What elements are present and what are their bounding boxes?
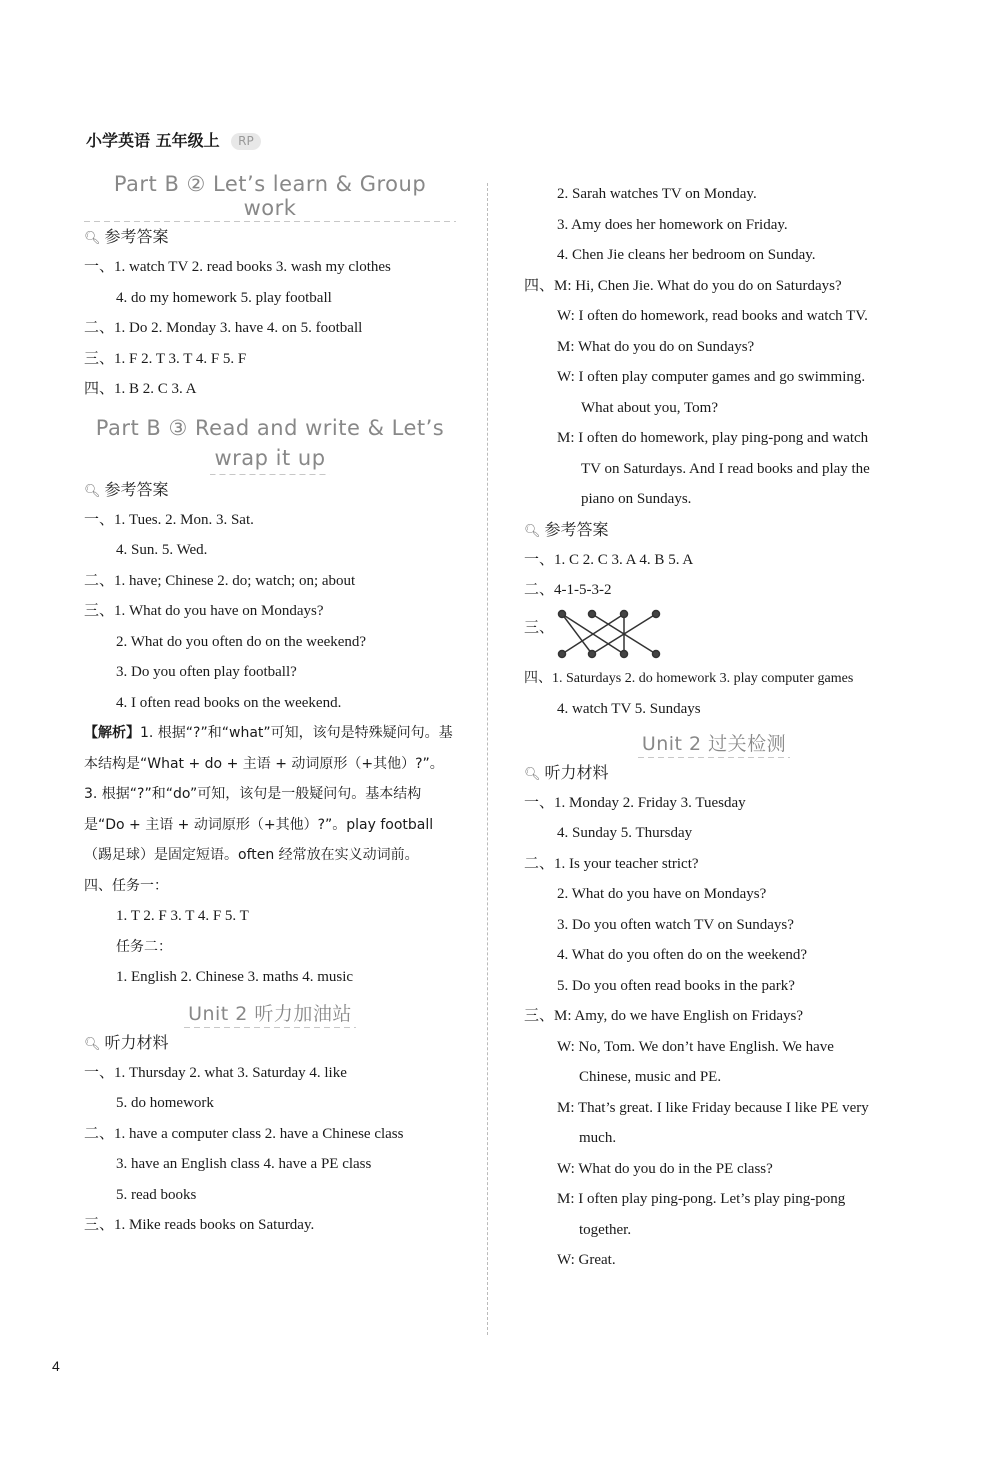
answer-line: 4. do my homework 5. play football (116, 289, 332, 306)
answer-line: 4. Chen Jie cleans her bedroom on Sunday. (557, 247, 816, 263)
match-dot (621, 610, 628, 617)
dialog-line: W: Great. (557, 1252, 616, 1268)
answer-line: 3. Amy does her homework on Friday. (557, 216, 788, 233)
section-title-part-b2: Part B ② Let’s learn & Group work (84, 172, 456, 222)
dialog-line: TV on Saturdays. And I read books and play the (581, 460, 870, 477)
match-line (562, 614, 592, 654)
matching-label: 三、 (524, 619, 555, 636)
section-title-listening-station: Unit 2 听力加油站 (84, 999, 456, 1028)
answer-line: 二、1. have; Chinese 2. do; watch; on; about (84, 572, 356, 589)
match-dot (589, 650, 596, 657)
answer-line: 二、1. have a computer class 2. have a Chinese class (84, 1125, 404, 1142)
page-number: 4 (52, 1358, 60, 1374)
matching-lines-figure (554, 606, 664, 662)
answer-line: 二、4-1-5-3-2 (524, 582, 612, 598)
answer-line: 四、1. Saturdays 2. do homework 3. play computer games (524, 670, 854, 686)
answer-line: 3. Do you often play football? (116, 664, 297, 680)
answer-line: 4. Sun. 5. Wed. (116, 542, 208, 558)
dialog-line: 四、M: Hi, Chen Jie. What do you do on Saturdays? (524, 277, 842, 294)
match-dot (559, 610, 566, 617)
answer-line: 四、1. B 2. C 3. A (84, 381, 197, 397)
right-column (524, 179, 904, 1276)
answers-subhead: 🔍︎ 参考答案 (524, 515, 904, 545)
match-dot (589, 610, 596, 617)
dialog-line: M: That’s great. I like Friday because I like PE very (557, 1099, 869, 1116)
answer-line: 任务二： (116, 938, 172, 955)
edition-badge: RP (231, 133, 261, 150)
answer-line: 一、1. watch TV 2. read books 3. wash my clothes (84, 259, 391, 275)
dialog-line: W: No, Tom. We don’t have English. We have (557, 1038, 834, 1055)
match-dot (653, 610, 660, 617)
answer-line: 1. English 2. Chinese 3. maths 4. music (116, 969, 354, 985)
answer-line: 4. Sunday 5. Thursday (557, 825, 693, 841)
answer-line: 3. have an English class 4. have a PE class (116, 1156, 372, 1172)
dialog-line: What about you, Tom? (581, 399, 718, 416)
answer-line: 2. Sarah watches TV on Monday. (557, 186, 757, 202)
answer-line: 1. T 2. F 3. T 4. F 5. T (116, 908, 249, 924)
analysis-label: 【解析】 (84, 725, 140, 741)
answer-line: 5. read books (116, 1186, 197, 1203)
dialog-line: W: What do you do in the PE class? (557, 1160, 773, 1177)
answer-line: 3. Do you often watch TV on Sundays? (557, 916, 794, 933)
dialog-line: 三、M: Amy, do we have English on Fridays? (524, 1008, 804, 1024)
listening-subhead: 🔍︎ 听力材料 (84, 1028, 456, 1058)
magnifier-icon: 🔍︎ (84, 1036, 101, 1052)
dialog-line: W: I often play computer games and go swimming. (557, 369, 866, 385)
magnifier-icon: 🔍︎ (84, 231, 101, 246)
answer-line: 4. watch TV 5. Sundays (557, 701, 701, 717)
dialog-line: piano on Sundays. (581, 491, 692, 507)
answer-line: 2. What do you have on Mondays? (557, 886, 767, 902)
match-dot (653, 650, 660, 657)
magnifier-icon: 🔍︎ (84, 483, 101, 499)
analysis-paragraph: 3. 根据“?”和“do”可知，该句是一般疑问句。基本结构是“Do + 主语 + 动词原形（+其他）?”。play football（踢足球）是固定短语。often 经常放在实义动词前。 (84, 786, 434, 863)
book-title: 小学英语 五年级上 (86, 131, 220, 150)
listening-subhead: 🔍︎ 听力材料 (524, 758, 904, 788)
answer-line: 三、1. What do you have on Mondays? (84, 603, 324, 619)
answer-line: 5. do homework (116, 1095, 214, 1111)
analysis-paragraph: 【解析】1. 根据“?”和“what”可知，该句是特殊疑问句。基本结构是“What + do + 主语 + 动词原形（+其他）?”。 (84, 725, 453, 772)
magnifier-icon: 🔍︎ (524, 766, 541, 782)
answer-line: 一、1. Monday 2. Friday 3. Tuesday (524, 794, 746, 811)
matching-answer (524, 606, 904, 664)
left-column (84, 172, 456, 1241)
answer-line: 2. What do you often do on the weekend? (116, 633, 367, 650)
match-dot (559, 650, 566, 657)
dialog-line: M: I often play ping-pong. Let’s play ping-pong (557, 1191, 846, 1207)
answer-line: 二、1. Do 2. Monday 3. have 4. on 5. football (84, 320, 363, 336)
answer-line: 一、1. Thursday 2. what 3. Saturday 4. like (84, 1064, 347, 1081)
answer-line: 三、1. F 2. T 3. T 4. F 5. F (84, 350, 247, 367)
answer-line: 5. Do you often read books in the park? (557, 977, 795, 994)
dialog-line: W: I often do homework, read books and watch TV. (557, 308, 868, 324)
answer-line: 一、1. Tues. 2. Mon. 3. Sat. (84, 511, 254, 528)
answer-line: 一、1. C 2. C 3. A 4. B 5. A (524, 551, 694, 568)
answer-line: 4. I often read books on the weekend. (116, 694, 342, 711)
section-title-unit-test: Unit 2 过关检测 (524, 729, 904, 758)
answers-subhead: 🔍︎ 参考答案 (84, 222, 456, 252)
dialog-line: together. (579, 1221, 632, 1238)
column-divider (487, 183, 488, 1335)
dialog-line: much. (579, 1130, 617, 1146)
magnifier-icon: 🔍︎ (524, 523, 541, 539)
dialog-line: M: I often do homework, play ping-pong and watch (557, 430, 869, 446)
answer-line: 二、1. Is your teacher strict? (524, 855, 699, 872)
page-header (86, 128, 261, 151)
dialog-line: M: What do you do on Sundays? (557, 338, 755, 355)
answer-line: 四、任务一： (84, 877, 168, 894)
answer-line: 4. What do you often do on the weekend? (557, 947, 808, 963)
match-dot (621, 650, 628, 657)
answer-line: 三、1. Mike reads books on Saturday. (84, 1217, 315, 1233)
dialog-line: Chinese, music and PE. (579, 1069, 722, 1085)
section-title-part-b3: Part B ③ Read and write & Let’s wrap it up (84, 413, 456, 475)
answers-subhead: 🔍︎ 参考答案 (84, 475, 456, 505)
